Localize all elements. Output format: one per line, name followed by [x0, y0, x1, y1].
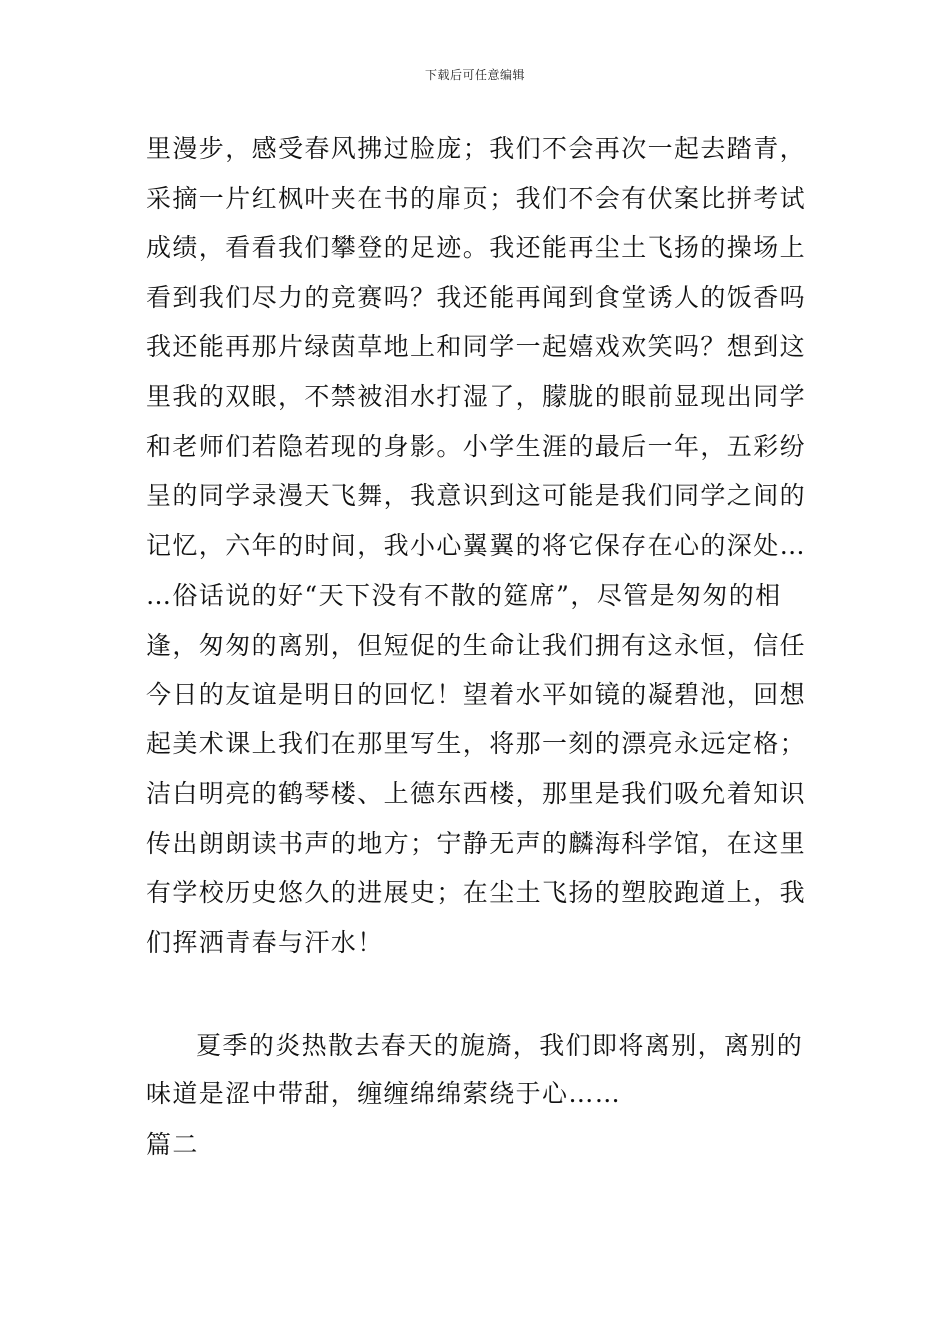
body-line: 看到我们尽力的竞赛吗？我还能再闻到食堂诱人的饭香吗 [146, 283, 807, 312]
page-header: 下载后可任意编辑 [424, 68, 525, 82]
section-heading: 篇二 [146, 1130, 199, 1159]
body-line: 传出朗朗读书声的地方；宁静无声的麟海科学馆，在这里 [146, 829, 807, 858]
body-line: 起美术课上我们在那里写生，将那一刻的漂亮永远定格； [146, 729, 807, 758]
body-line: 记忆，六年的时间，我小心翼翼的将它保存在心的深处… [146, 531, 807, 560]
body-line: 和老师们若隐若现的身影。小学生涯的最后一年，五彩纷 [146, 432, 807, 461]
body-line: 洁白明亮的鹤琴楼、上德东西楼，那里是我们吸允着知识 [146, 779, 807, 808]
body-line: 呈的同学录漫天飞舞，我意识到这可能是我们同学之间的 [146, 481, 807, 510]
body-line: 有学校历史悠久的进展史；在尘土飞扬的塑胶跑道上，我 [146, 878, 807, 907]
body-line: 里我的双眼，不禁被泪水打湿了，朦胧的眼前显现出同学 [146, 382, 807, 411]
body-line: …俗话说的好“天下没有不散的筵席”，尽管是匆匆的相 [146, 581, 782, 610]
body-line: 今日的友谊是明日的回忆！望着水平如镜的凝碧池，回想 [146, 680, 807, 709]
closing-paragraph-line: 味道是涩中带甜，缠缠绵绵萦绕于心…… [146, 1079, 622, 1108]
body-line: 采摘一片红枫叶夹在书的扉页；我们不会有伏案比拼考试 [146, 184, 807, 213]
body-line: 们挥洒青春与汗水！ [146, 928, 384, 957]
body-line: 里漫步，感受春风拂过脸庞；我们不会再次一起去踏青， [146, 134, 807, 163]
body-line: 成绩，看看我们攀登的足迹。我还能再尘土飞扬的操场上 [146, 233, 807, 262]
closing-paragraph-line: 夏季的炎热散去春天的旎旖，我们即将离别，离别的 [196, 1031, 804, 1060]
body-line: 我还能再那片绿茵草地上和同学一起嬉戏欢笑吗？想到这 [146, 332, 807, 361]
body-line: 逢，匆匆的离别，但短促的生命让我们拥有这永恒，信任 [146, 631, 807, 660]
